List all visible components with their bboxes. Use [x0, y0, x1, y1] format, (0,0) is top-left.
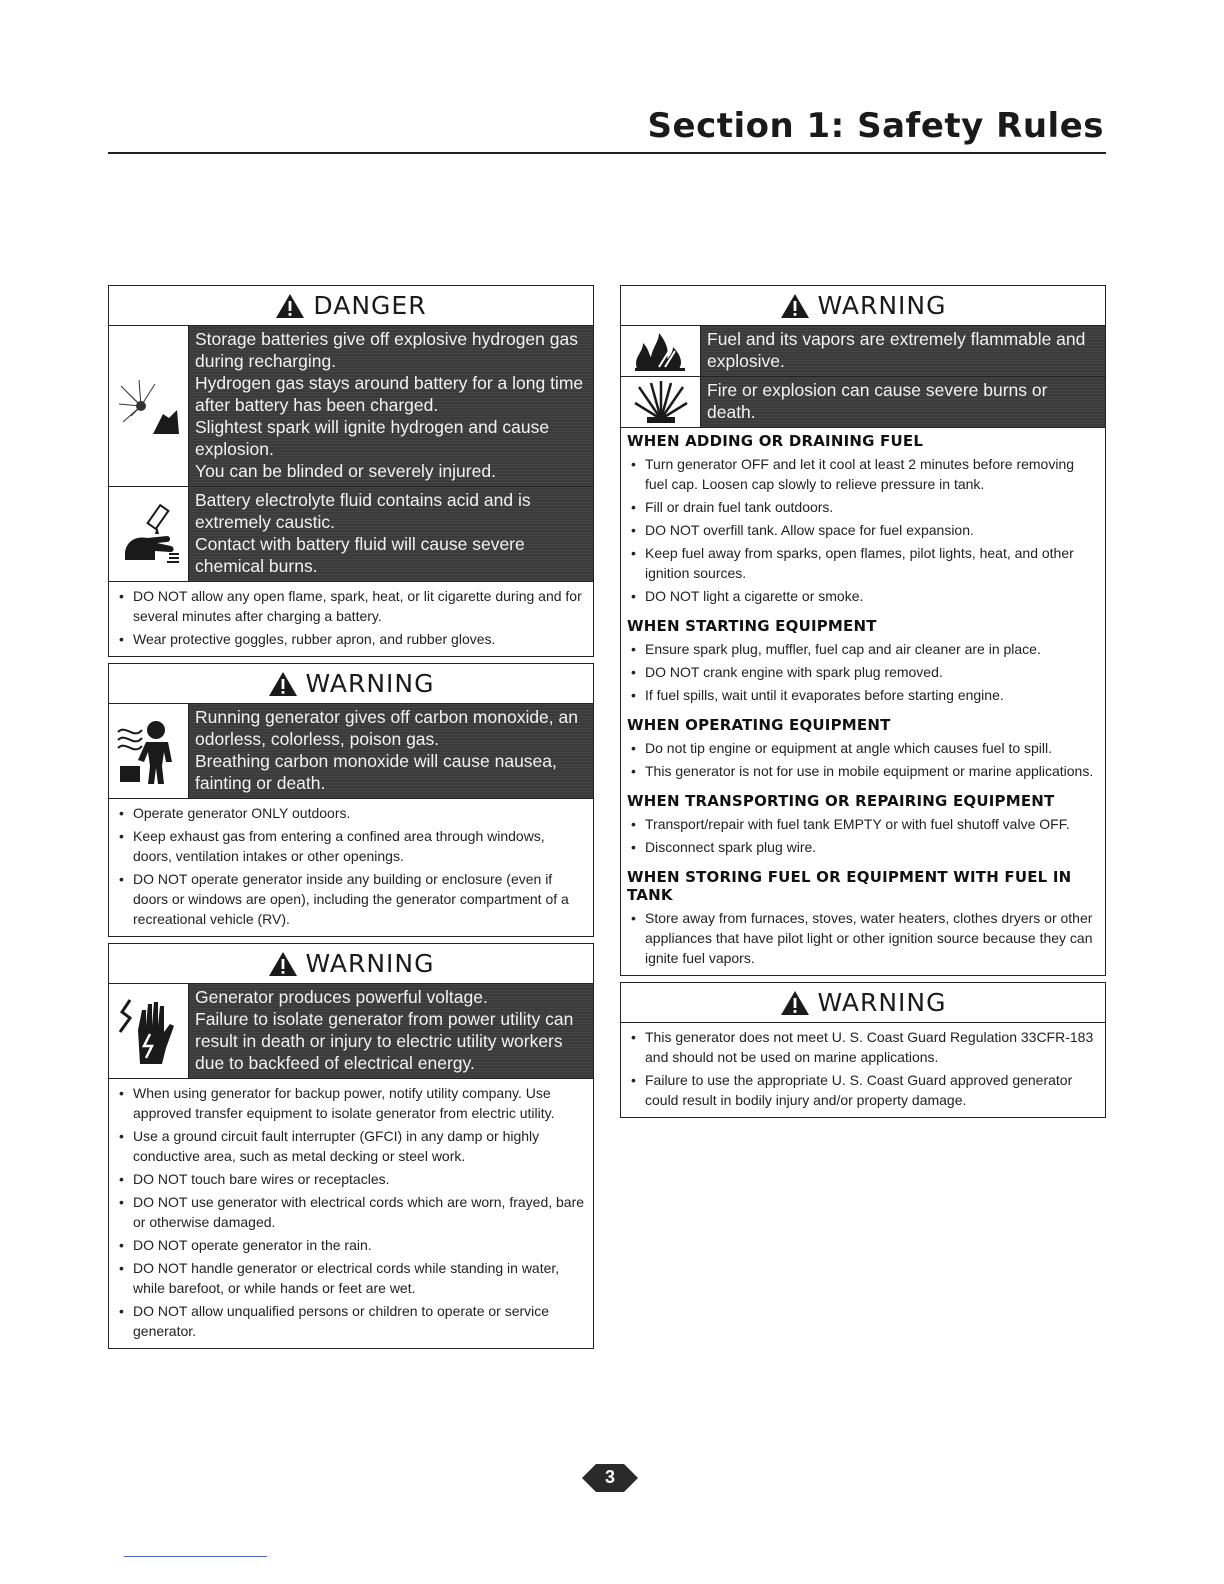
title-divider	[108, 152, 1106, 154]
hazard-line: Battery electrolyte fluid contains acid and is extremely caustic.	[195, 490, 531, 532]
list-item: • DO NOT overfill tank. Allow space for fuel expansion.	[631, 520, 1099, 540]
list-item: • Transport/repair with fuel tank EMPTY or with fuel shutoff valve OFF.	[631, 814, 1099, 834]
list-item: • Store away from furnaces, stoves, water heaters, clothes dryers or other appliances that have pilot light or other ignition source because they can ignite fuel vapors.	[631, 908, 1099, 968]
hazard-row	[621, 326, 1105, 377]
hazard-row	[109, 487, 593, 582]
list-item: • DO NOT handle generator or electrical cords while standing in water, while barefoot, or while hands or feet are wet.	[119, 1258, 587, 1298]
warning-heading: WARNING	[817, 988, 947, 1017]
hazard-line: Fuel and its vapors are extremely flammable and explosive.	[707, 329, 1086, 371]
section-heading: WHEN STORING FUEL OR EQUIPMENT WITH FUEL IN TANK	[627, 868, 1072, 904]
hazard-row	[109, 704, 593, 799]
hazard-text	[189, 704, 593, 798]
list-item: • DO NOT allow any open flame, spark, heat, or lit cigarette during and for several minutes after charging a battery.	[119, 586, 587, 626]
list-item: • Wear protective goggles, rubber apron, and rubber gloves.	[119, 629, 587, 649]
list-item: • DO NOT allow unqualified persons or children to operate or service generator.	[119, 1301, 587, 1341]
hazard-line: Fire or explosion can cause severe burns or death.	[707, 380, 1048, 422]
alert-triangle-icon	[780, 990, 810, 1016]
list-item: • Fill or drain fuel tank outdoors.	[631, 497, 1099, 517]
left-column	[108, 285, 594, 1355]
instruction-list	[621, 1023, 1105, 1117]
section-heading: WHEN TRANSPORTING OR REPAIRING EQUIPMENT	[627, 792, 1055, 810]
hazard-line: Running generator gives off carbon monoxide, an odorless, colorless, poison gas.	[195, 707, 578, 749]
danger-heading: DANGER	[313, 291, 427, 320]
list-item: • Failure to use the appropriate U. S. Coast Guard approved generator could result in bodily injury and/or property damage.	[631, 1070, 1099, 1110]
list-item: • DO NOT light a cigarette or smoke.	[631, 586, 1099, 606]
instruction-list	[109, 582, 593, 656]
explosion-spark-icon	[109, 326, 189, 486]
hazard-text	[701, 326, 1105, 376]
list-item: • When using generator for backup power, notify utility company. Use approved transfer equipment to isolate generator from electric utility.	[119, 1083, 587, 1123]
hazard-text	[189, 487, 593, 581]
list-item: • DO NOT operate generator in the rain.	[119, 1235, 587, 1255]
alert-triangle-icon	[780, 293, 810, 319]
instruction-list	[109, 799, 593, 936]
list-item: • This generator does not meet U. S. Coast Guard Regulation 33CFR-183 and should not be used on marine applications.	[631, 1027, 1099, 1067]
list-item: • If fuel spills, wait until it evaporates before starting engine.	[631, 685, 1099, 705]
list-item: • Keep exhaust gas from entering a confined area through windows, doors, ventilation intakes or other openings.	[119, 826, 587, 866]
page-number-badge	[582, 1460, 638, 1496]
toxic-fumes-person-icon	[109, 704, 189, 798]
section-heading: WHEN STARTING EQUIPMENT	[627, 617, 877, 635]
alert-triangle-icon	[268, 671, 298, 697]
list-item: • Operate generator ONLY outdoors.	[119, 803, 587, 823]
section-heading: WHEN OPERATING EQUIPMENT	[627, 716, 891, 734]
instruction-list	[621, 635, 1105, 712]
chemical-burn-hand-icon	[109, 487, 189, 581]
instruction-list	[621, 734, 1105, 788]
hazard-text	[189, 326, 593, 486]
voltage-warning-box	[108, 943, 594, 1349]
list-item: • Disconnect spark plug wire.	[631, 837, 1099, 857]
warning-heading-bar	[109, 944, 593, 984]
carbon-monoxide-warning-box	[108, 663, 594, 937]
warning-heading: WARNING	[817, 291, 947, 320]
list-item: • Keep fuel away from sparks, open flames, pilot lights, heat, and other ignition sources.	[631, 543, 1099, 583]
list-item: • Turn generator OFF and let it cool at least 2 minutes before removing fuel cap. Loosen cap slowly to relieve pressure in tank.	[631, 454, 1099, 494]
section-heading: WHEN ADDING OR DRAINING FUEL	[627, 432, 924, 450]
flammable-flame-icon	[621, 326, 701, 376]
hazard-row	[109, 326, 593, 487]
hazard-line: Hydrogen gas stays around battery for a long time after battery has been charged.	[195, 373, 584, 415]
alert-triangle-icon	[268, 951, 298, 977]
list-item: • DO NOT use generator with electrical cords which are worn, frayed, bare or otherwise damaged.	[119, 1192, 587, 1232]
list-item: • Use a ground circuit fault interrupter (GFCI) in any damp or highly conductive area, such as metal decking or steel work.	[119, 1126, 587, 1166]
hazard-text	[701, 377, 1105, 427]
list-item: • Ensure spark plug, muffler, fuel cap and air cleaner are in place.	[631, 639, 1099, 659]
hazard-line: Failure to isolate generator from power utility can result in death or injury to electric utility workers due to backfeed of electrical energy.	[195, 1009, 574, 1073]
danger-box	[108, 285, 594, 657]
list-item: • DO NOT operate generator inside any building or enclosure (even if doors or windows are open), including the generator compartment of a recreational vehicle (RV).	[119, 869, 587, 929]
warning-heading-bar	[621, 983, 1105, 1023]
hazard-line: You can be blinded or severely injured.	[195, 461, 496, 481]
warning-heading-bar	[621, 286, 1105, 326]
fuel-warning-box	[620, 285, 1106, 976]
warning-heading: WARNING	[305, 669, 435, 698]
hazard-line: Contact with battery fluid will cause severe chemical burns.	[195, 534, 525, 576]
danger-heading-bar	[109, 286, 593, 326]
list-item: • DO NOT crank engine with spark plug removed.	[631, 662, 1099, 682]
footer-rule	[124, 1556, 267, 1557]
warning-heading-bar	[109, 664, 593, 704]
instruction-list	[109, 1079, 593, 1348]
hazard-line: Slightest spark will ignite hydrogen and cause explosion.	[195, 417, 550, 459]
warning-heading: WARNING	[305, 949, 435, 978]
right-column	[620, 285, 1106, 1124]
instruction-list	[621, 810, 1105, 864]
explosion-burst-icon	[621, 377, 701, 427]
alert-triangle-icon	[275, 293, 305, 319]
instruction-list	[621, 450, 1105, 613]
hazard-row	[109, 984, 593, 1079]
list-item: • Do not tip engine or equipment at angle which causes fuel to spill.	[631, 738, 1099, 758]
list-item: • DO NOT touch bare wires or receptacles.	[119, 1169, 587, 1189]
page-number: 3	[604, 1467, 615, 1487]
hazard-line: Generator produces powerful voltage.	[195, 987, 488, 1007]
hazard-row	[621, 377, 1105, 428]
instruction-list	[621, 904, 1105, 975]
list-item: • This generator is not for use in mobile equipment or marine applications.	[631, 761, 1099, 781]
hazard-line: Storage batteries give off explosive hydrogen gas during recharging.	[195, 329, 578, 371]
hazard-text	[189, 984, 593, 1078]
marine-warning-box	[620, 982, 1106, 1118]
electric-shock-hand-icon	[109, 984, 189, 1078]
hazard-line: Breathing carbon monoxide will cause nausea, fainting or death.	[195, 751, 557, 793]
page-title: Section 1: Safety Rules	[647, 106, 1104, 146]
